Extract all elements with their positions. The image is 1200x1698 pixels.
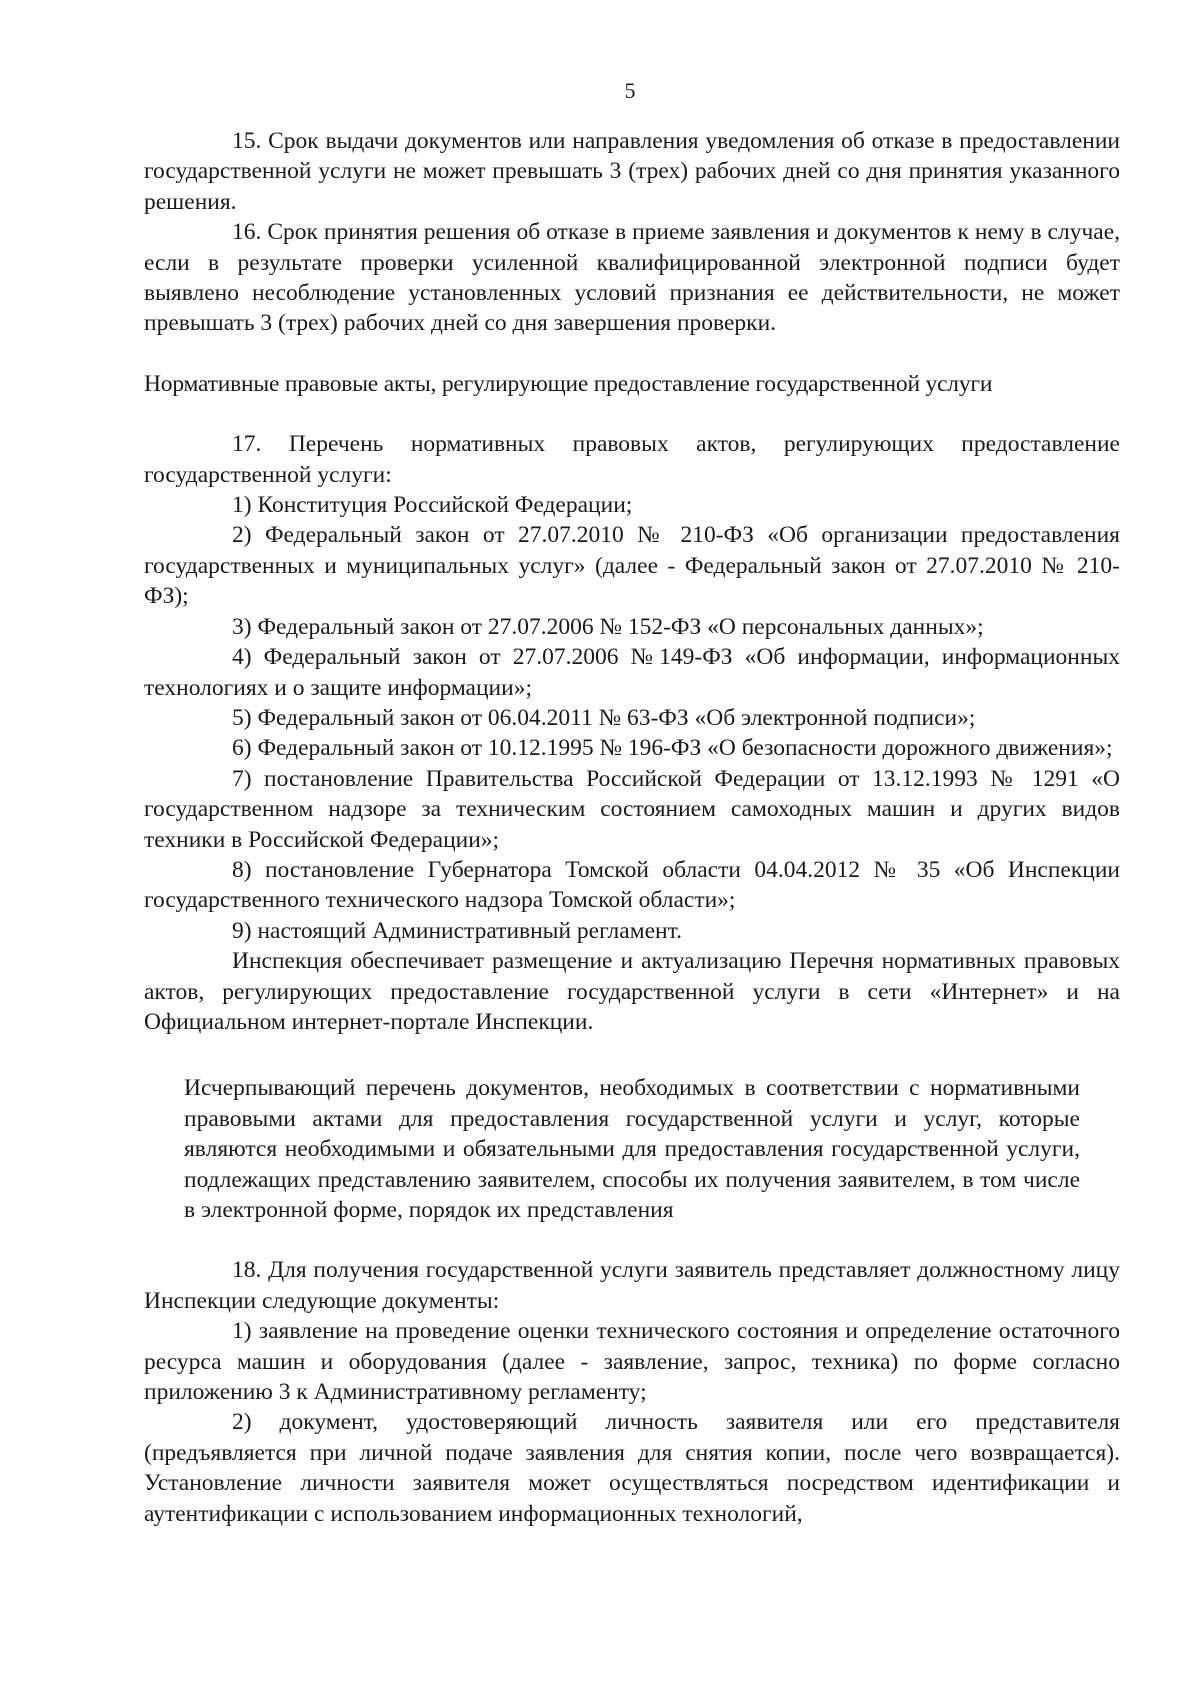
paragraph-18: 18. Для получения государственной услуги заявитель представляет должностному лицу Инспекции следующие документы: <box>144 1257 1120 1314</box>
paragraph-16: 16. Срок принятия решения об отказе в приеме заявления и документов к нему в случае, если в результате проверки усиленной квалифицированной электронной подписи будет выявлено несоблюдение установленных условий признания ее действительности, не может превышать 3 (трех) рабочих дней со дня завершения проверки. <box>144 219 1120 337</box>
list-item: 3) Федеральный закон от 27.07.2006 № 152-ФЗ «О персональных данных»; <box>232 613 984 640</box>
document-body <box>144 126 1120 1529</box>
list-item: 9) настоящий Административный регламент. <box>232 917 682 944</box>
list-item: 1) Конституция Российской Федерации; <box>232 492 633 519</box>
list-item: 2) документ, удостоверяющий личность заявителя или его представителя (предъявляется при личной подаче заявления для снятия копии, после чего возвращается). Установление личности заявителя может осуществляться посредством идентификации и аутентификации с использованием информационных технологий, <box>144 1409 1120 1527</box>
list-item: 2) Федеральный закон от 27.07.2010 № 210-ФЗ «Об организации предоставления государственных и муниципальных услуг» (далее - Федеральный закон от 27.07.2010 № 210-ФЗ); <box>144 522 1120 610</box>
list-item: 4) Федеральный закон от 27.07.2006 №149-ФЗ «Об информации, информационных технологиях и о защите информации»; <box>144 644 1120 701</box>
section-heading-documents: Исчерпывающий перечень документов, необходимых в соответствии с нормативными правовыми актами для предоставления государственной услуги и услуг, которые являются необходимыми и обязательными для предоставления государственной услуги, подлежащих представлению заявителем, способы их получения заявителем, в том числе в электронной форме, порядок их представления <box>184 1075 1080 1223</box>
paragraph-inspection-duty: Инспекция обеспечивает размещение и актуализацию Перечня нормативных правовых актов, регулирующих предоставление государственной услуги в сети «Интернет» и на Официальном интернет-портале Инспекции. <box>144 948 1120 1035</box>
list-item: 7) постановление Правительства Российской Федерации от 13.12.1993 № 1291 «О государственном надзоре за техническим состоянием самоходных машин и других видов техники в Российской Федерации»; <box>144 765 1120 853</box>
page-number: 5 <box>624 78 636 103</box>
list-item: 1) заявление на проведение оценки технического состояния и определение остаточного ресурса машин и оборудования (далее - заявление, запрос, техника) по форме согласно приложению 3 к Административному регламенту; <box>144 1318 1120 1406</box>
list-item: 6) Федеральный закон от 10.12.1995 № 196-ФЗ «О безопасности дорожного движения»; <box>232 735 1113 762</box>
section-heading-legal-acts: Нормативные правовые акты, регулирующие предоставление государственной услуги <box>144 370 993 397</box>
list-item: 8) постановление Губернатора Томской области 04.04.2012 № 35 «Об Инспекции государственного технического надзора Томской области»; <box>144 856 1120 914</box>
list-item: 5) Федеральный закон от 06.04.2011 № 63-ФЗ «Об электронной подписи»; <box>232 704 976 731</box>
paragraph-17: 17. Перечень нормативных правовых актов, регулирующих предоставление государственной услуги: <box>144 431 1120 488</box>
paragraph-15: 15. Срок выдачи документов или направления уведомления об отказе в предоставлении государственной услуги не может превышать 3 (трех) рабочих дней со дня принятия указанного решения. <box>144 128 1120 215</box>
